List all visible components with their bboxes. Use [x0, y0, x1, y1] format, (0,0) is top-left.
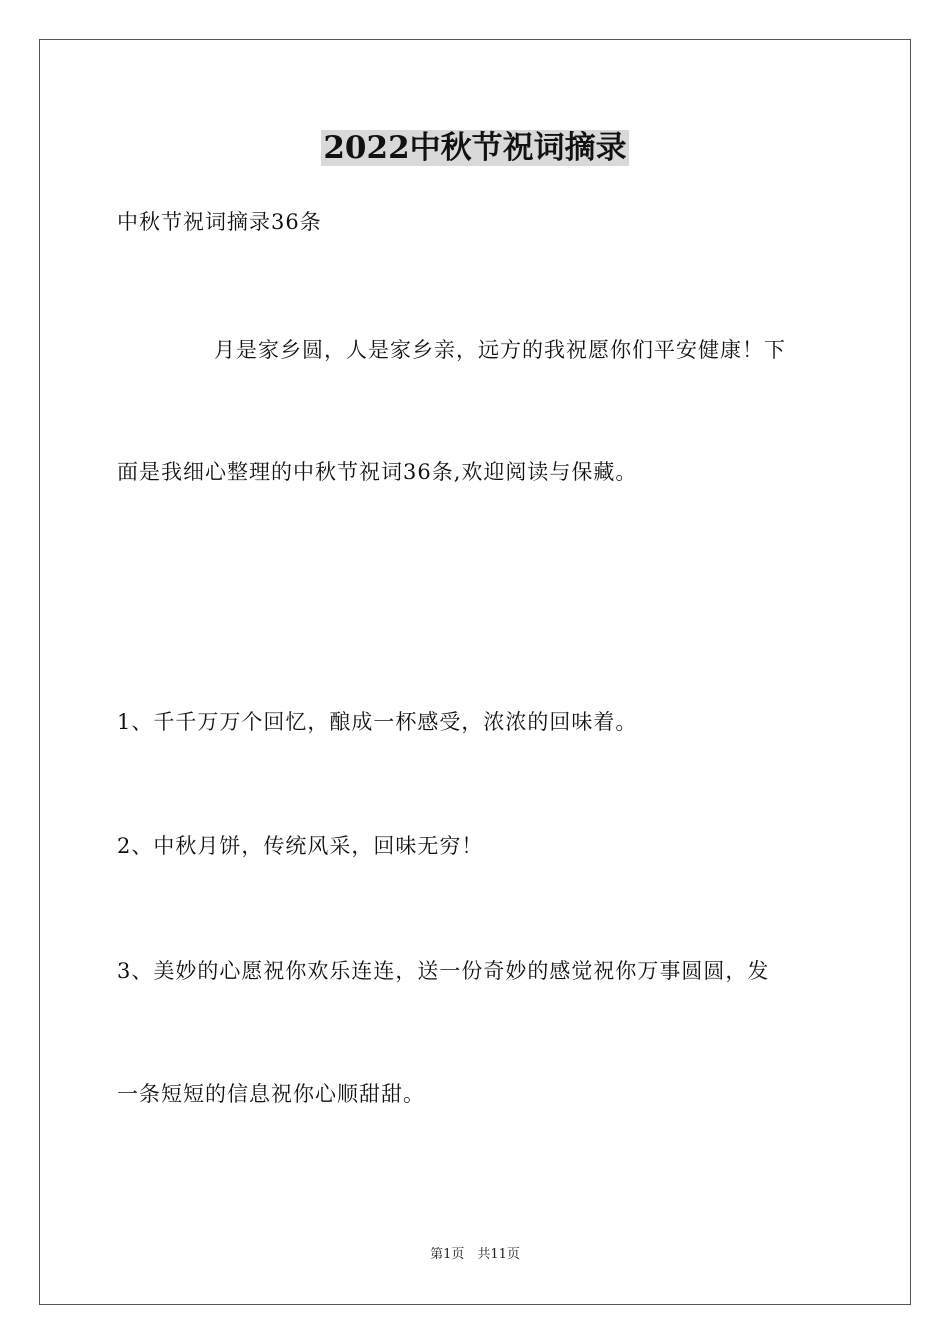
document-title	[0, 128, 950, 168]
list-item: 3、美妙的心愿祝你欢乐连连，送一份奇妙的感觉祝你万事圆圆，发	[117, 959, 770, 983]
list-item: 1、千千万万个回忆，酿成一杯感受，浓浓的回味着。	[117, 710, 638, 734]
intro-paragraph-line-1: 月是家乡圆，人是家乡亲，远方的我祝愿你们平安健康！下	[214, 338, 786, 362]
page-number: 第1页 共11页	[430, 1247, 520, 1262]
list-item: 2、中秋月饼，传统风采，回味无穷！	[117, 834, 484, 858]
list-item-continuation: 一条短短的信息祝你心顺甜甜。	[117, 1082, 425, 1106]
document-subtitle: 中秋节祝词摘录36条	[117, 210, 322, 234]
document-title-text: 2022中秋节祝词摘录	[323, 130, 627, 166]
intro-paragraph-line-2: 面是我细心整理的中秋节祝词36条,欢迎阅读与保藏。	[117, 460, 638, 484]
